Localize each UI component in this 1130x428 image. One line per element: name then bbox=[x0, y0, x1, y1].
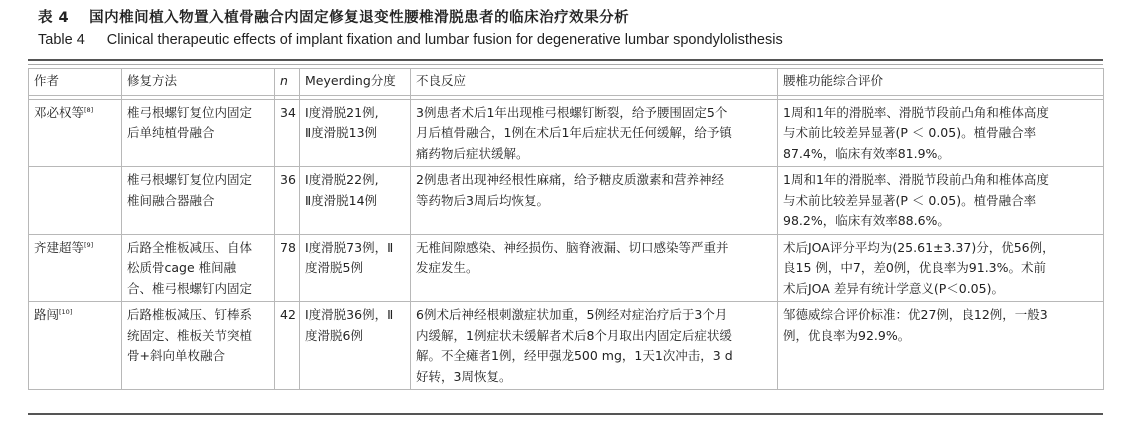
table-row bbox=[29, 302, 1104, 390]
meyerding-line: Ⅱ度滑脱13例 bbox=[305, 125, 378, 140]
table-number-cn: 表 4 bbox=[38, 10, 70, 26]
table-row bbox=[29, 99, 1104, 167]
evaluation-line: 98.2%，临床有效率88.6%。 bbox=[783, 213, 950, 228]
cell-method bbox=[122, 302, 275, 390]
evaluation-line: 良15 例，中7，差0例，优良率为91.3%。术前 bbox=[783, 260, 1046, 275]
cell-adverse bbox=[411, 99, 778, 167]
evaluation-line: 例，优良率为92.9%。 bbox=[783, 327, 911, 343]
header-author: 作者 bbox=[29, 69, 122, 96]
evaluation-line: 邹德威综合评价标准：优27例，良12例，一般3 bbox=[783, 307, 1048, 322]
adverse-line: 6例术后神经根刺激症状加重，5例经对症治疗后于3个月 bbox=[416, 307, 728, 322]
method-line: 椎弓根螺钉复位内固定 bbox=[127, 104, 253, 120]
method-line: 后路全椎板减压、自体 bbox=[127, 239, 253, 255]
top-rule-thin bbox=[28, 64, 1103, 65]
adverse-line: 好转，3周恢复。 bbox=[416, 368, 512, 384]
cell-evaluation bbox=[778, 99, 1104, 167]
reference-mark: [8] bbox=[84, 105, 94, 114]
table-row bbox=[29, 234, 1104, 302]
meyerding-line: Ⅱ度滑脱14例 bbox=[305, 192, 378, 208]
author-name: 路闯 bbox=[34, 307, 60, 322]
method-line: 后路椎板减压、钉棒系 bbox=[127, 307, 253, 322]
table-title-en: Clinical therapeutic effects of implant fixation and lumbar fusion for degenerative lumbar spondylolisthesis bbox=[106, 32, 783, 48]
table-row bbox=[29, 167, 1104, 235]
adverse-line: 等药物后3周后均恢复。 bbox=[416, 192, 549, 208]
reference-mark: [9] bbox=[84, 240, 94, 249]
cell-n: 36 bbox=[275, 167, 300, 235]
cell-evaluation bbox=[778, 167, 1104, 235]
cell-method bbox=[122, 99, 275, 167]
cell-author bbox=[29, 99, 122, 167]
header-method: 修复方法 bbox=[122, 69, 275, 96]
evaluation-line: 1周和1年的滑脱率、滑脱节段前凸角和椎体高度 bbox=[783, 104, 1049, 120]
table-caption-cn bbox=[38, 6, 629, 27]
evaluation-line: 与术前比较差异显著(P ＜ 0.05)。植骨融合率 bbox=[783, 125, 1037, 140]
method-line: 统固定、椎板关节突植 bbox=[127, 327, 253, 343]
meyerding-line: 度滑脱5例 bbox=[305, 260, 363, 275]
cell-method bbox=[122, 234, 275, 302]
cell-meyerding bbox=[300, 99, 411, 167]
cell-author bbox=[29, 167, 122, 235]
method-line: 椎间融合器融合 bbox=[127, 192, 215, 208]
meyerding-line: 度滑脱6例 bbox=[305, 327, 363, 343]
evaluation-line: 术后JOA 差异有统计学意义(P＜0.05)。 bbox=[783, 280, 1004, 296]
reference-mark: [10] bbox=[59, 308, 73, 316]
cell-method bbox=[122, 167, 275, 235]
header-evaluation: 腰椎功能综合评价 bbox=[778, 69, 1104, 96]
table-number-en: Table 4 bbox=[38, 32, 85, 48]
results-table bbox=[28, 68, 1104, 390]
header-adverse: 不良反应 bbox=[411, 69, 778, 96]
header-n: n bbox=[275, 69, 300, 96]
table-title-cn: 国内椎间植入物置入植骨融合内固定修复退变性腰椎滑脱患者的临床治疗效果分析 bbox=[89, 10, 630, 26]
cell-author bbox=[29, 302, 122, 390]
cell-evaluation bbox=[778, 234, 1104, 302]
cell-adverse bbox=[411, 302, 778, 390]
adverse-line: 月后植骨融合，1例在术后1年后症状无任何缓解，给予镇 bbox=[416, 125, 732, 140]
meyerding-line: Ⅰ度滑脱22例, bbox=[305, 172, 379, 187]
cell-author bbox=[29, 234, 122, 302]
cell-adverse bbox=[411, 167, 778, 235]
adverse-line: 2例患者出现神经根性麻痛，给予糖皮质激素和营养神经 bbox=[416, 172, 724, 187]
adverse-line: 内缓解，1例症状未缓解者术后8个月取出内固定后症状缓 bbox=[416, 327, 732, 343]
meyerding-line: Ⅰ度滑脱36例，Ⅱ bbox=[305, 307, 394, 322]
method-line: 合、椎弓根螺钉内固定 bbox=[127, 280, 253, 296]
cell-meyerding bbox=[300, 234, 411, 302]
table-caption-en bbox=[38, 32, 783, 48]
evaluation-line: 87.4%，临床有效率81.9%。 bbox=[783, 145, 950, 161]
cell-adverse bbox=[411, 234, 778, 302]
method-line: 后单纯植骨融合 bbox=[127, 125, 215, 140]
cell-meyerding bbox=[300, 167, 411, 235]
evaluation-line: 术后JOA评分平均为(25.61±3.37)分，优56例， bbox=[783, 239, 1055, 255]
cell-n: 78 bbox=[275, 234, 300, 302]
author-name: 邓必权等 bbox=[34, 104, 85, 120]
top-rule bbox=[28, 59, 1103, 61]
cell-evaluation bbox=[778, 302, 1104, 390]
cell-n: 34 bbox=[275, 99, 300, 167]
author-name: 齐建超等 bbox=[34, 239, 85, 255]
header-row bbox=[29, 69, 1104, 96]
meyerding-line: Ⅰ度滑脱21例, bbox=[305, 104, 379, 120]
evaluation-line: 与术前比较差异显著(P ＜ 0.05)。植骨融合率 bbox=[783, 192, 1037, 208]
adverse-line: 发症发生。 bbox=[416, 260, 479, 275]
method-line: 骨+斜向单枚融合 bbox=[127, 348, 225, 363]
cell-n: 42 bbox=[275, 302, 300, 390]
adverse-line: 痛药物后症状缓解。 bbox=[416, 145, 529, 161]
method-line: 椎弓根螺钉复位内固定 bbox=[127, 172, 253, 187]
method-line: 松质骨cage 椎间融 bbox=[127, 260, 237, 275]
meyerding-line: Ⅰ度滑脱73例，Ⅱ bbox=[305, 239, 394, 255]
cell-meyerding bbox=[300, 302, 411, 390]
header-meyerding: Meyerding分度 bbox=[300, 69, 411, 96]
adverse-line: 3例患者术后1年出现椎弓根螺钉断裂，给予腰围固定5个 bbox=[416, 104, 728, 120]
evaluation-line: 1周和1年的滑脱率、滑脱节段前凸角和椎体高度 bbox=[783, 172, 1049, 187]
adverse-line: 无椎间隙感染、神经损伤、脑脊液漏、切口感染等严重并 bbox=[416, 239, 729, 255]
bottom-rule bbox=[28, 413, 1103, 415]
adverse-line: 解。不全瘫者1例，经甲强龙500 mg，1天1次冲击，3 d bbox=[416, 348, 733, 363]
